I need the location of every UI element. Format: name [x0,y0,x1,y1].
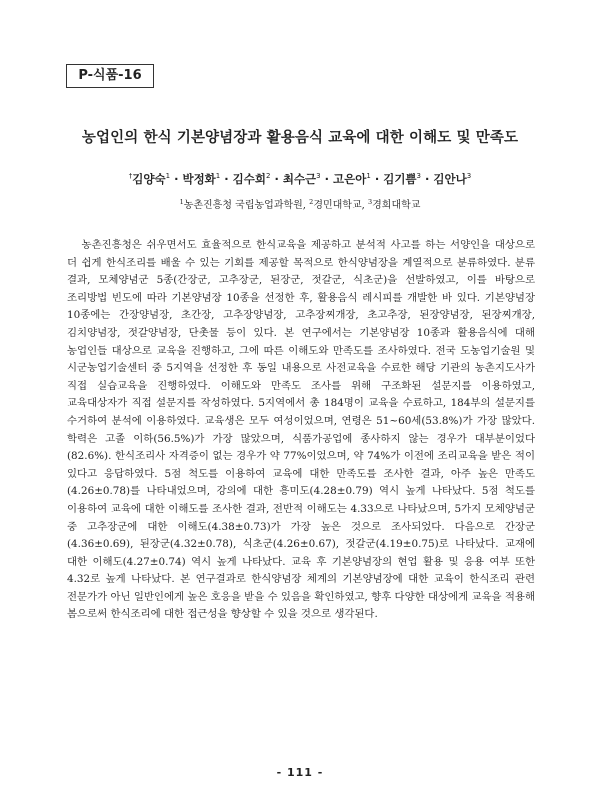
affiliations [0,196,600,211]
session-tag: P-식품-16 [66,64,154,88]
author-separator: · [170,172,183,186]
author-name: 고은아 [333,172,367,186]
author-separator: · [421,172,434,186]
author-affiliation-number: 3 [316,172,321,180]
affiliation-number: 1 [179,198,184,206]
affiliation-number: 2 [309,198,314,206]
author-name: 김안나 [433,172,467,186]
abstract-body: 농촌진흥청은 쉬우면서도 효율적으로 한식교육을 제공하고 분석적 사고를 하는 서양인을 대상으로 더 쉽게 한식조리를 배울 수 있는 기회를 제공할 목적으로 한식양념장을 계열적으로 분류하였다. 분류 결과, 모체양념군 5종(간장군, 고추장군, 된장군, 젓갈군, 식초군)을 선발하였고, 이를 바탕으로 조리방법 빈도에 따라 기본양념장 10종을 선정한 후, 활용음식 레시피를 개발한 바 있다. 기본양념장 10종에는 간장양념장, 초간장, 고추장양념장, 고추장찌개장, 초고추장, 된장양념장, 된장찌개장, 김치양념장, 젓갈양념장, 단촛물 등이 있다. 본 연구에서는 기본양념장 10종과 활용음식에 대해 농업인들 대상으로 교육을 진행하고, 그에 따른 이해도와 만족도를 조사하였다. 전국 도농업기술원 및 시군농업기술센터 중 5지역을 선정한 후 동일 내용으로 사전교육을 수료한 해당 기관의 농촌지도사가 직접 실습교육을 진행하였다. 이해도와 만족도 조사를 위해 구조화된 설문지를 이용하였고, 교육대상자가 직접 설문지를 작성하였다. 5지역에서 총 184명이 교육을 수료하고, 184부의 설문지를 수거하여 분석에 이용하였다. 교육생은 모두 여성이었으며, 연령은 51~60세(53.8%)가 가장 많았다. 학력은 고졸 이하(56.5%)가 가장 많았으며, 식품가공업에 종사하지 않는 경우가 대부분이었다(82.6%). 한식조리사 자격증이 없는 경우가 약 77%이었으며, 약 74%가 이전에 조리교육을 받은 적이 있다고 응답하였다. 5점 척도를 이용하여 교육에 대한 만족도를 조사한 결과, 아주 높은 만족도(4.26±0.78)를 나타내었으며, 강의에 대한 흥미도(4.28±0.79) 역시 높게 나타났다. 5점 척도를 이용하여 교육에 대한 이해도를 조사한 결과, 전반적 이해도는 4.33으로 나타났으며, 5가지 모체양념군 중 고추장군에 대한 이해도(4.38±0.73)가 가장 높은 것으로 조사되었다. 다음으로 간장군(4.36±0.69), 된장군(4.32±0.78), 식초군(4.26±0.67), 젓갈군(4.19±0.75)로 나타났다. 교재에 대한 이해도(4.27±0.74) 역시 높게 나타났다. 교육 후 기본양념장의 현업 활용 및 응용 여부 또한 4.32로 높게 나타났다. 본 연구결과로 한식양념장 체계의 기본양념장에 대한 교육이 한식조리 관련 전문가가 아닌 일반인에게 높은 호응을 받을 수 있음을 확인하였고, 향후 다양한 대상에게 교육을 적용해 봄으로써 한식조리에 대한 접근성을 향상할 수 있을 것으로 생각된다. [67,239,535,621]
author-affiliation-number: 2 [265,172,271,180]
author-affiliation-number: 1 [215,172,221,180]
corresponding-mark: † [128,172,133,180]
author-list [0,171,600,187]
author-name: 김수희 [232,172,266,186]
affiliation-name: 농촌진흥청 국립농업과학원, [183,200,310,211]
author-separator: · [370,172,384,186]
author-separator: · [320,172,334,186]
affiliation-name: 경희대학교 [372,200,421,211]
author-separator: · [220,172,233,186]
author-name: 김양숙 [132,172,166,186]
author-separator: · [270,172,283,186]
author-affiliation-number: 1 [165,172,171,180]
author-affiliation-number: 1 [366,172,371,180]
author-name: 최수근 [282,172,317,186]
affiliation-name: 경민대학교, [313,200,368,211]
paper-title: 농업인의 한식 기본양념장과 활용음식 교육에 대한 이해도 및 만족도 [81,130,519,146]
affiliation-number: 3 [367,198,373,206]
author-name: 김기쁨 [383,172,417,186]
author-affiliation-number: 3 [416,172,422,180]
author-name: 박정화 [182,172,216,186]
page-number: - 111 - [276,766,324,779]
author-affiliation-number: 3 [466,172,472,180]
